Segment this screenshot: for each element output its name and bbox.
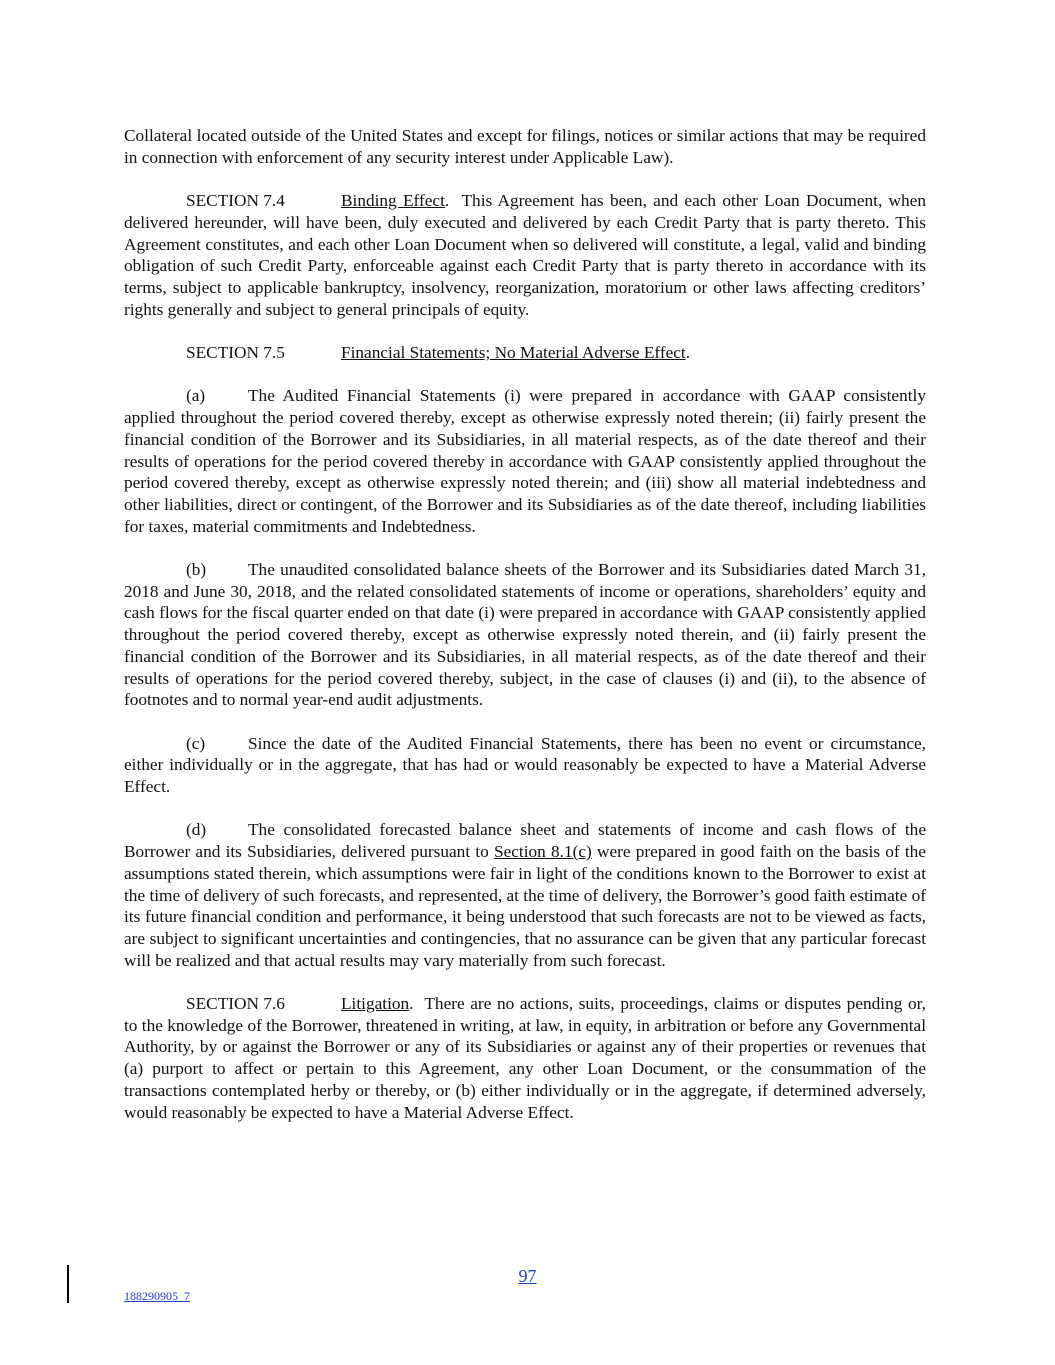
section-7-5-a	[124, 385, 926, 537]
section-7-5-c	[124, 733, 926, 798]
section-7-6-title-period: .	[409, 994, 414, 1014]
section-7-5-b	[124, 559, 926, 711]
section-7-5-title-period: .	[685, 343, 691, 362]
carryover-paragraph	[124, 125, 926, 168]
clause-d-label: (d)	[186, 820, 207, 840]
section-7-4-title-period: .	[444, 191, 450, 211]
clause-d-text-before: The consolidated forecasted balance sheet and statements of income and cash flows of the Borrower and its Subsidiaries, delivered pursuant to	[124, 820, 926, 862]
page-number-link[interactable]: 97	[518, 1266, 537, 1286]
document-id[interactable]: 188290905_7	[124, 1289, 190, 1303]
section-7-6-number: SECTION 7.6	[186, 994, 285, 1014]
carryover-text: Collateral located outside of the United States and except for filings, notices or similar actions that may be required in connection with enforcement of any security interest under Applicable Law).	[124, 126, 926, 167]
section-7-6-title: Litigation	[341, 994, 410, 1014]
page-body	[124, 125, 926, 1145]
section-7-5-heading	[124, 342, 926, 364]
section-7-6	[124, 993, 926, 1123]
section-7-4	[124, 190, 926, 320]
section-7-4-body: This Agreement has been, and each other Loan Document, when delivered hereunder, will have been, duly executed and delivered by each Credit Party that is party thereto. This Agreement constitutes, and each other Loan Document when so delivered will constitute, a legal, valid and binding obligation of such Credit Party, enforceable against each Credit Party that is party thereto in accordance with its terms, subject to applicable bankruptcy, insolvency, reorganization, moratorium or other laws affecting creditors’ rights generally and subject to general principals of equity.	[124, 191, 926, 319]
clause-c-text: Since the date of the Audited Financial Statements, there has been no event or circumstance, either individually or in the aggregate, that has had or would reasonably be expected to have a Material Adverse Effect.	[124, 733, 926, 797]
clause-a-text: The Audited Financial Statements (i) were prepared in accordance with GAAP consistently applied throughout the period covered thereby, except as otherwise expressly noted therein; (ii) fairly present the financial condition of the Borrower and its Subsidiaries, in all material respects, as of the date thereof and their results of operations for the period covered thereby in accordance with GAAP consistently applied throughout the period covered thereby, except as otherwise expressly noted therein; and (iii) show all material indebtedness and other liabilities, direct or contingent, of the Borrower and its Subsidiaries as of the date thereof, including liabilities for taxes, material commitments and Indebtedness.	[124, 386, 926, 536]
section-7-5-number: SECTION 7.5	[186, 343, 285, 362]
clause-d-text-after: were prepared in good faith on the basis of the assumptions stated therein, which assumptions were fair in light of the conditions known to the Borrower to exist at the time of delivery of such forecasts, and represented, at the time of delivery, the Borrower’s good faith estimate of its future financial condition and performance, it being understood that such forecasts are not to be viewed as facts, are subject to significant uncertainties and contingencies, that no assurance can be given that any particular forecast will be realized and that actual results may vary materially from such forecast.	[124, 842, 926, 970]
page-number	[0, 1266, 1055, 1287]
clause-c-label: (c)	[186, 733, 206, 753]
section-7-5-d	[124, 819, 926, 971]
section-7-4-number: SECTION 7.4	[186, 191, 285, 211]
section-7-6-body: There are no actions, suits, proceedings, claims or disputes pending or, to the knowledge of the Borrower, threatened in writing, at law, in equity, in arbitration or before any Governmental Authority, by or against the Borrower or any of its Subsidiaries or against any of their properties or revenues that (a) purport to affect or pertain to this Agreement, any other Loan Document, or the consummation of the transactions contemplated herby or thereby, or (b) either individually or in the aggregate, if determined adversely, would reasonably be expected to have a Material Adverse Effect.	[124, 994, 926, 1122]
clause-a-label: (a)	[186, 386, 206, 406]
clause-b-label: (b)	[186, 560, 207, 579]
section-7-4-title: Binding Effect	[341, 191, 445, 211]
clause-b-text: The unaudited consolidated balance sheets of the Borrower and its Subsidiaries dated March 31, 2018 and June 30, 2018, and the related consolidated statements of income or operations, shareholders’ equity and cash flows for the fiscal quarter ended on that date (i) were prepared in accordance with GAAP consistently applied throughout the period covered thereby, except as otherwise expressly noted therein, and (ii) fairly present the financial condition of the Borrower and its Subsidiaries, in all material respects, as of the date thereof and their results of operations for the period covered thereby, subject, in the case of clauses (i) and (ii), to the absence of footnotes and to normal year-end audit adjustments.	[124, 560, 926, 710]
section-7-5-title: Financial Statements; No Material Adverse Effect	[341, 343, 686, 362]
section-8-1c-reference: Section 8.1(c)	[493, 842, 592, 862]
